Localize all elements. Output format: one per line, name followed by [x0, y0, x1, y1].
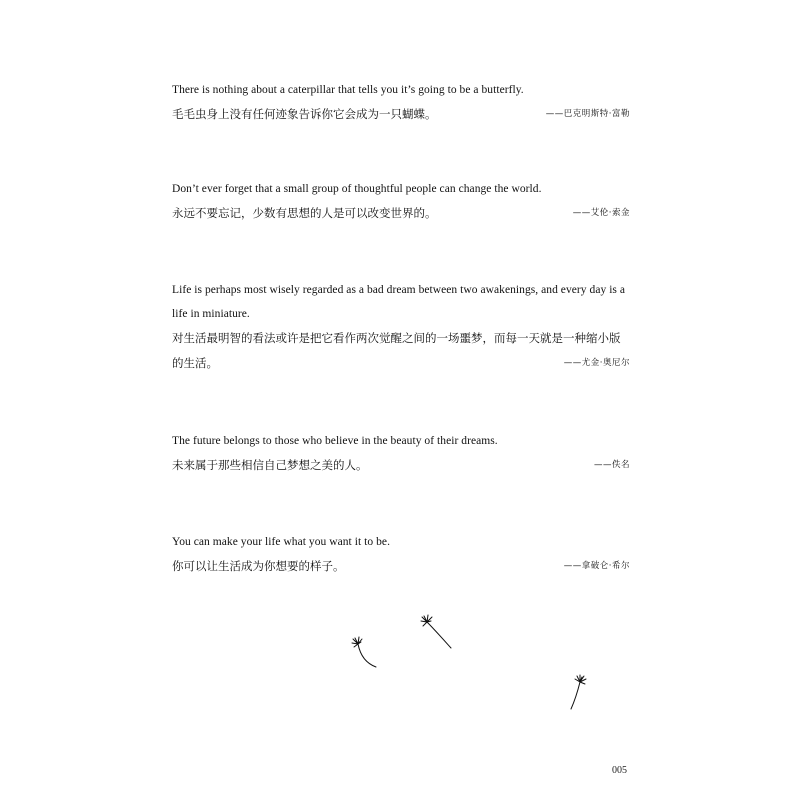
quote-chinese: 未来属于那些相信自己梦想之美的人。: [172, 458, 368, 472]
quote-english: The future belongs to those who believe in the beauty of their dreams.: [172, 435, 498, 447]
page-number: 005: [612, 765, 627, 776]
quote-attribution: ——佚名: [593, 460, 630, 470]
dandelion-seed-icon: [418, 614, 458, 652]
quote-attribution: ——拿破仑·希尔: [563, 561, 630, 571]
quote-block-4: [172, 429, 630, 478]
quote-chinese-row: [172, 201, 630, 226]
dandelion-seed-icon: [566, 672, 592, 712]
quote-english: You can make your life what you want it to be.: [172, 536, 390, 548]
quote-english: There is nothing about a caterpillar that tells you it’s going to be a butterfly.: [172, 84, 524, 96]
quote-block-1: [172, 78, 630, 127]
quote-block-5: [172, 530, 630, 579]
quote-block-3: [172, 278, 630, 376]
quote-attribution: ——尤金·奥尼尔: [563, 358, 630, 368]
quote-english: Life is perhaps most wisely regarded as a bad dream between two awakenings, and every day is a life in miniature.: [172, 284, 626, 320]
quote-chinese: 你可以让生活成为你想要的样子。: [172, 559, 345, 573]
quote-chinese: 毛毛虫身上没有任何迹象告诉你它会成为一只蝴蝶。: [172, 107, 437, 121]
quote-chinese-row: [172, 102, 630, 127]
quote-block-2: [172, 177, 630, 226]
quote-chinese-row: [172, 326, 630, 376]
quote-chinese-row: [172, 554, 630, 579]
quote-attribution: ——艾伦·索金: [572, 208, 630, 218]
quote-chinese: 永远不要忘记，少数有思想的人是可以改变世界的。: [172, 206, 437, 220]
quote-attribution: ——巴克明斯特·富勒: [545, 109, 630, 119]
quote-english: Don’t ever forget that a small group of thoughtful people can change the world.: [172, 183, 542, 195]
quote-chinese-row: [172, 453, 630, 478]
dandelion-seed-icon: [350, 636, 384, 672]
quote-chinese: 对生活最明智的看法或许是把它看作两次觉醒之间的一场噩梦，而每一天就是一种缩小版的生活。: [172, 331, 621, 370]
